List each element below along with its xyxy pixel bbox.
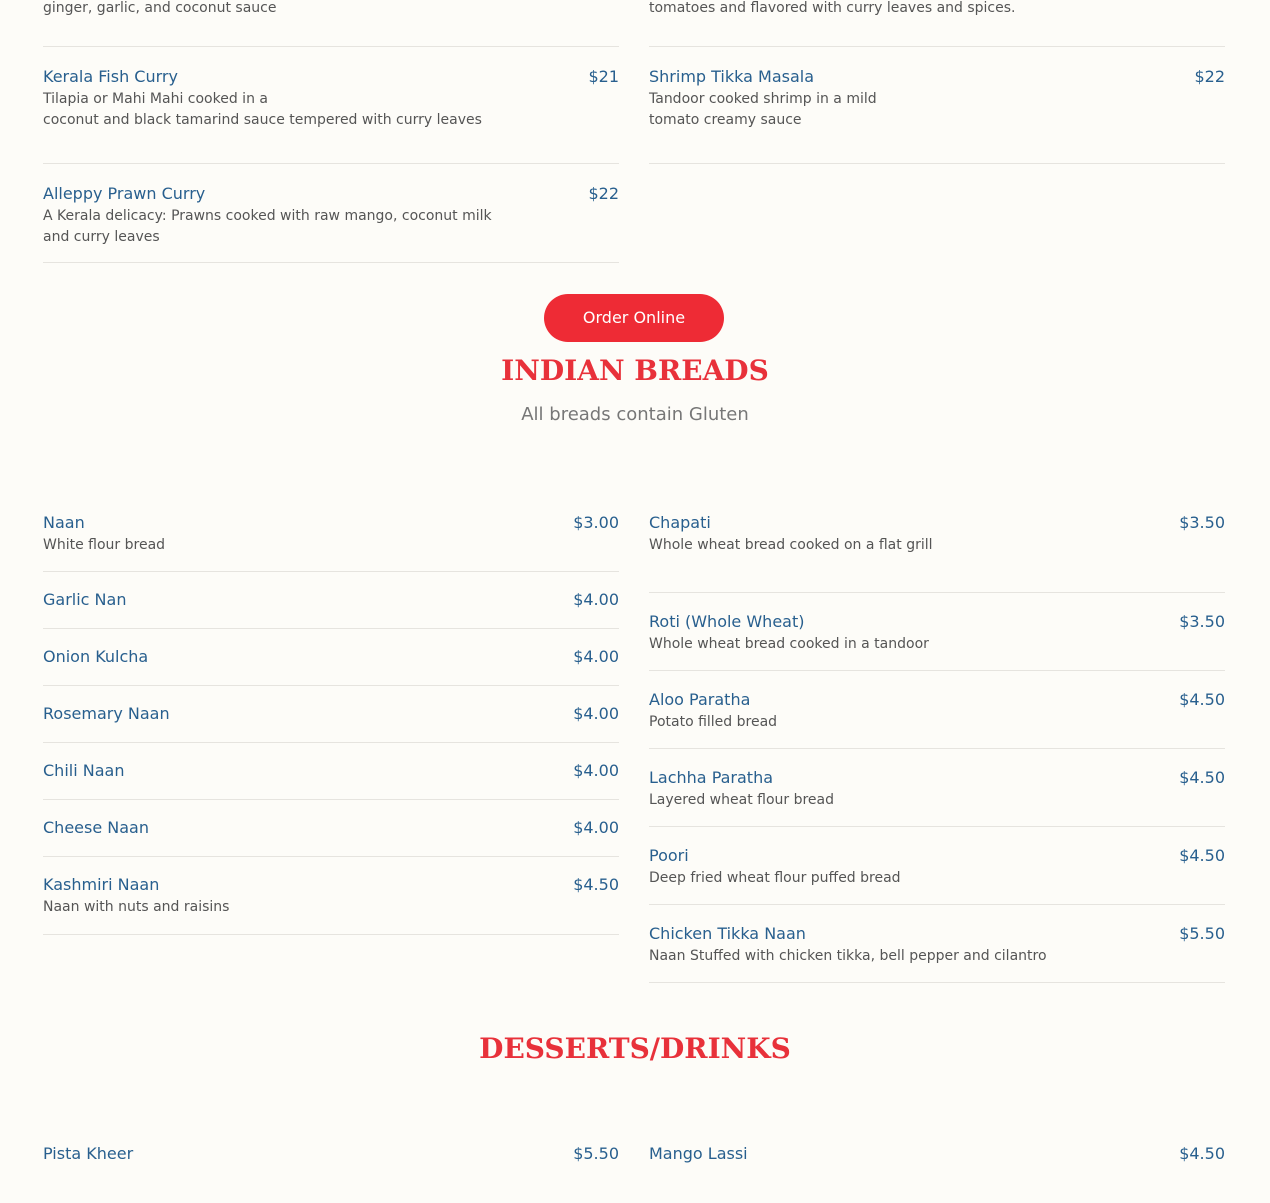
item-price: $4.00 <box>573 590 619 609</box>
item-name: Garlic Nan <box>43 590 127 609</box>
item-description <box>43 535 165 556</box>
item-description-line: Whole wheat bread cooked on a flat grill <box>649 537 933 553</box>
item-price: $22 <box>1194 67 1225 86</box>
item-description <box>649 946 1047 967</box>
menu-item <box>649 0 1225 47</box>
item-description <box>649 634 929 655</box>
item-description <box>43 897 229 918</box>
item-price: $4.50 <box>1179 846 1225 865</box>
item-name: Chapati <box>649 513 711 532</box>
menu-item <box>43 1143 619 1203</box>
item-description <box>43 0 480 19</box>
menu-item <box>649 671 1225 749</box>
item-price: $5.50 <box>1179 924 1225 943</box>
item-name: Alleppy Prawn Curry <box>43 184 206 203</box>
item-name: Lachha Paratha <box>649 768 774 787</box>
desserts-column-left <box>43 1143 619 1203</box>
item-name: Kerala Fish Curry <box>43 67 178 86</box>
item-name: Roti (Whole Wheat) <box>649 612 805 631</box>
section-title-desserts: DESSERTS/DRINKS <box>479 1032 791 1065</box>
item-name: Poori <box>649 846 689 865</box>
item-price: $3.50 <box>1179 612 1225 631</box>
item-description-line: Deep fried wheat flour puffed bread <box>649 870 901 886</box>
menu-item <box>649 749 1225 827</box>
order-online-button[interactable]: Order Online <box>544 294 724 342</box>
item-name: Chicken Tikka Naan <box>649 924 806 943</box>
item-name: Naan <box>43 513 85 532</box>
menu-column-right <box>649 0 1225 164</box>
item-name: Aloo Paratha <box>649 690 751 709</box>
item-description-line: Tilapia or Mahi Mahi cooked in a <box>43 91 268 107</box>
item-name: Kashmiri Naan <box>43 875 160 894</box>
menu-item <box>43 0 619 47</box>
menu-item <box>649 593 1225 671</box>
breads-column-right <box>649 512 1225 983</box>
item-description-line: Whole wheat bread cooked in a tandoor <box>649 636 929 652</box>
item-description <box>649 89 877 131</box>
item-description-line: and curry leaves <box>43 229 160 245</box>
item-description-line: Layered wheat flour bread <box>649 792 835 808</box>
breads-column-left <box>43 512 619 935</box>
item-price: $4.50 <box>1179 690 1225 709</box>
menu-item <box>43 743 619 800</box>
item-price: $5.50 <box>573 1144 619 1163</box>
item-price: $4.00 <box>573 704 619 723</box>
item-price: $4.00 <box>573 818 619 837</box>
item-description-line: Tandoor cooked shrimp in a mild <box>649 91 877 107</box>
menu-item <box>43 686 619 743</box>
menu-item <box>43 629 619 686</box>
item-name: Rosemary Naan <box>43 704 170 723</box>
menu-item <box>649 905 1225 983</box>
desserts-column-right <box>649 1143 1225 1203</box>
item-description-line: Naan with nuts and raisins <box>43 899 230 915</box>
item-description-line: tomato creamy sauce <box>649 112 802 128</box>
item-description-line: A Kerala delicacy: Prawns cooked with raw mango, coconut milk <box>43 208 492 224</box>
menu-item <box>43 165 619 263</box>
item-price: $3.50 <box>1179 513 1225 532</box>
item-description <box>43 206 492 248</box>
item-name: Shrimp Tikka Masala <box>649 67 815 86</box>
item-price: $4.50 <box>573 875 619 894</box>
item-description-line: tomatoes and flavored with curry leaves and spices. <box>649 0 1016 16</box>
item-name: Onion Kulcha <box>43 647 149 666</box>
item-description-line: coconut and black tamarind sauce tempered with curry leaves <box>43 112 482 128</box>
section-subtitle-breads: All breads contain Gluten <box>521 404 749 425</box>
menu-item <box>649 66 1225 164</box>
item-name: Pista Kheer <box>43 1144 134 1163</box>
menu-item <box>649 512 1225 593</box>
menu-item <box>43 66 619 164</box>
item-description-line: ginger, garlic, and coconut sauce <box>43 0 277 16</box>
item-price: $22 <box>588 184 619 203</box>
item-description-line: Potato filled bread <box>649 714 778 730</box>
item-price: $21 <box>588 67 619 86</box>
section-title-breads: INDIAN BREADS <box>501 354 769 387</box>
item-price: $4.00 <box>573 647 619 666</box>
menu-item <box>43 512 619 572</box>
item-description <box>649 712 777 733</box>
item-description <box>43 89 482 131</box>
menu-item <box>43 800 619 857</box>
item-description-line: White flour bread <box>43 537 166 553</box>
menu-column-left <box>43 0 619 263</box>
item-description <box>649 868 901 889</box>
item-description-line: Naan Stuffed with chicken tikka, bell pepper and cilantro <box>649 948 1047 964</box>
item-price: $4.50 <box>1179 1144 1225 1163</box>
item-price: $3.00 <box>573 513 619 532</box>
menu-item <box>649 827 1225 905</box>
menu-item <box>43 572 619 629</box>
item-description <box>649 0 1015 19</box>
menu-item <box>43 857 619 935</box>
item-price: $4.00 <box>573 761 619 780</box>
item-description <box>649 790 834 811</box>
item-name: Chili Naan <box>43 761 125 780</box>
item-price: $4.50 <box>1179 768 1225 787</box>
item-description <box>649 535 933 556</box>
item-name: Cheese Naan <box>43 818 149 837</box>
item-name: Mango Lassi <box>649 1144 748 1163</box>
menu-item <box>649 1143 1225 1203</box>
